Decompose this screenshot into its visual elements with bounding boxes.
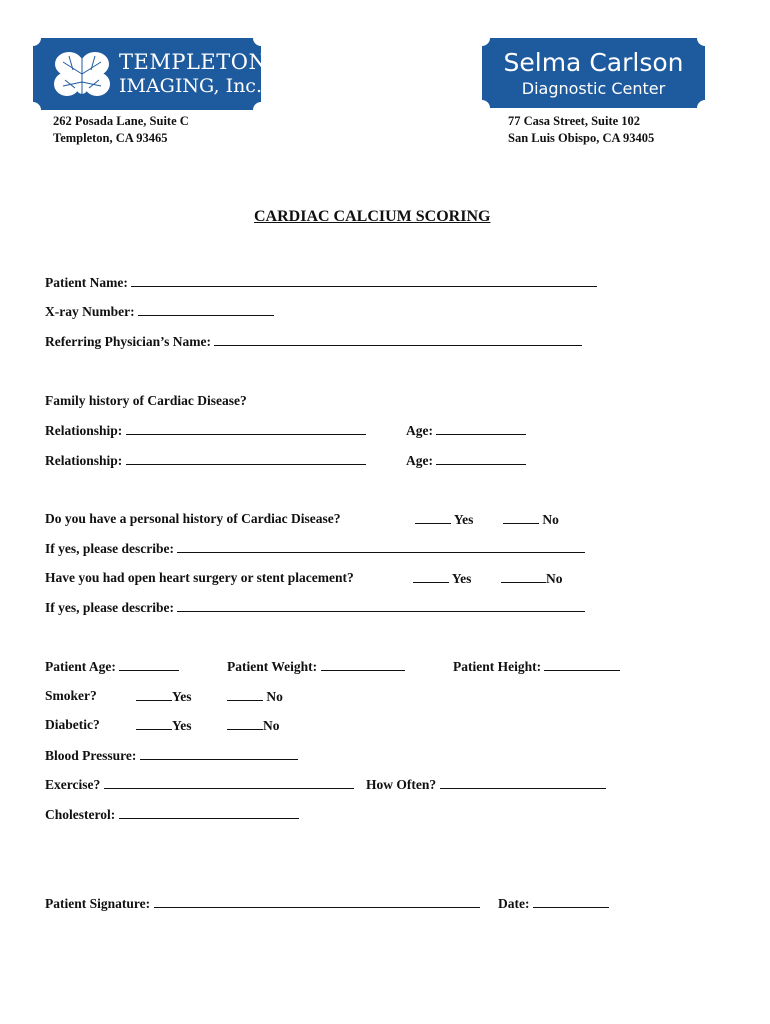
address-left [53,113,189,147]
personal-history-yes [415,511,473,528]
smoker-label: Smoker? [45,688,97,703]
patient-weight-label: Patient Weight: [227,659,318,674]
diabetic-yes-field[interactable] [136,717,172,730]
patient-age-field[interactable] [119,658,179,671]
templeton-name-line1: TEMPLETON [119,50,268,74]
how-often-label: How Often? [366,777,437,792]
selma-carlson-logo [482,38,705,108]
describe-row-2 [45,599,585,616]
relationship-label: Relationship: [45,423,123,438]
relationship-row-1 [45,422,366,439]
patient-weight-field[interactable] [321,658,405,671]
patient-name-field[interactable] [131,274,597,287]
xray-number-label: X-ray Number: [45,304,135,319]
relationship-row-2 [45,452,366,469]
family-history-label: Family history of Cardiac Disease? [45,393,247,408]
personal-history-label: Do you have a personal history of Cardiac Disease? [45,511,341,526]
patient-weight-row [227,658,405,675]
blood-pressure-field[interactable] [140,747,298,760]
form-title: CARDIAC CALCIUM SCORING [254,208,491,225]
referring-physician-row [45,333,582,350]
address-left-line1: 262 Posada Lane, Suite C [53,114,189,128]
age-row-1 [406,422,526,439]
no-label: No [542,512,559,527]
date-field[interactable] [533,895,609,908]
no-label: No [546,571,563,586]
personal-history-no-field[interactable] [503,511,539,524]
selma-name-line2: Diagnostic Center [521,79,666,98]
address-right-line1: 77 Casa Street, Suite 102 [508,114,641,128]
patient-signature-field[interactable] [154,895,480,908]
describe-field-1[interactable] [177,540,585,553]
selma-name-line1: Selma Carlson [503,48,684,77]
relationship-field-1[interactable] [126,422,366,435]
describe-row-1 [45,540,585,557]
patient-name-row [45,274,597,291]
smoker-no [227,688,283,705]
patient-age-label: Patient Age: [45,659,116,674]
open-heart-yes-field[interactable] [413,570,449,583]
cholesterol-row [45,806,299,823]
age-field-2[interactable] [436,452,526,465]
open-heart-no [501,570,563,587]
describe-field-2[interactable] [177,599,585,612]
address-right-line2: San Luis Obispo, CA 93405 [508,131,655,145]
relationship-field-2[interactable] [126,452,366,465]
date-row [498,895,609,912]
age-row-2 [406,452,526,469]
referring-physician-field[interactable] [214,333,582,346]
exercise-row [45,776,354,793]
xray-number-row [45,303,274,320]
no-label: No [263,718,280,733]
open-heart-yes [413,570,471,587]
no-label: No [266,689,283,704]
yes-label: Yes [172,718,192,733]
blood-pressure-label: Blood Pressure: [45,748,137,763]
age-field-1[interactable] [436,422,526,435]
date-label: Date: [498,896,530,911]
patient-height-label: Patient Height: [453,659,542,674]
patient-height-field[interactable] [544,658,620,671]
if-yes-describe-label: If yes, please describe: [45,600,174,615]
relationship-label: Relationship: [45,453,123,468]
personal-history-yes-field[interactable] [415,511,451,524]
diabetic-no [227,717,280,734]
templeton-name-line2: IMAGING, Inc. [119,75,262,97]
patient-name-label: Patient Name: [45,275,128,290]
personal-history-no [503,511,559,528]
blood-pressure-row [45,747,298,764]
smoker-no-field[interactable] [227,688,263,701]
referring-physician-label: Referring Physician’s Name: [45,334,211,349]
patient-age-row [45,658,179,675]
open-heart-no-field[interactable] [501,570,546,583]
patient-signature-label: Patient Signature: [45,896,151,911]
yes-label: Yes [453,512,474,527]
yes-label: Yes [172,689,192,704]
address-right [508,113,654,147]
age-label: Age: [406,453,433,468]
how-often-field[interactable] [440,776,606,789]
cholesterol-label: Cholesterol: [45,807,116,822]
leaf-emblem-icon [51,44,113,104]
cholesterol-field[interactable] [119,806,299,819]
address-left-line2: Templeton, CA 93465 [53,131,168,145]
exercise-field[interactable] [104,776,354,789]
patient-height-row [453,658,620,675]
age-label: Age: [406,423,433,438]
diabetic-no-field[interactable] [227,717,263,730]
diabetic-yes [136,717,192,734]
signature-row [45,895,480,912]
templeton-logo [33,38,268,110]
smoker-yes-field[interactable] [136,688,172,701]
yes-label: Yes [451,571,472,586]
open-heart-label: Have you had open heart surgery or stent placement? [45,570,354,585]
smoker-yes [136,688,192,705]
if-yes-describe-label: If yes, please describe: [45,541,174,556]
xray-number-field[interactable] [138,303,274,316]
how-often-row [366,776,606,793]
exercise-label: Exercise? [45,777,101,792]
diabetic-label: Diabetic? [45,717,100,732]
